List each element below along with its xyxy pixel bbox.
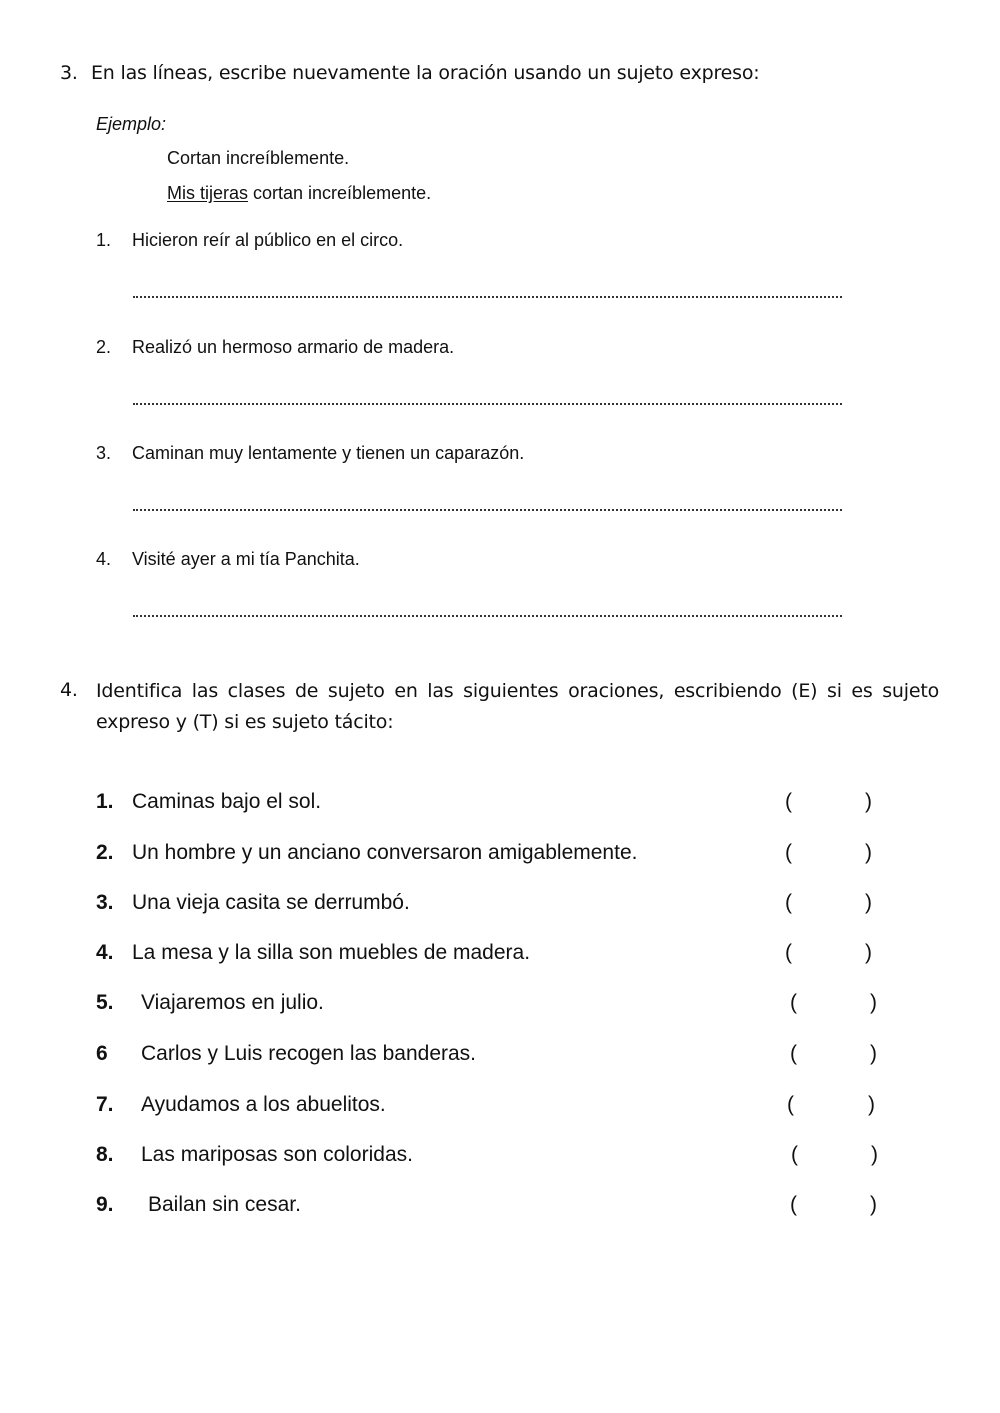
section-3-number: 3. <box>60 62 78 84</box>
answer-close-paren: ) <box>865 891 872 914</box>
item-number: 9. <box>96 1193 114 1216</box>
answer-open-paren[interactable]: ( <box>790 1042 797 1065</box>
answer-open-paren[interactable]: ( <box>790 1193 797 1216</box>
answer-close-paren: ) <box>865 841 872 864</box>
answer-open-paren[interactable]: ( <box>785 841 792 864</box>
answer-line[interactable] <box>133 295 842 298</box>
item-number: 5. <box>96 991 114 1014</box>
answer-line[interactable] <box>133 508 842 511</box>
item-sentence: Viajaremos en julio. <box>141 991 324 1014</box>
exercise-sentence: Hicieron reír al público en el circo. <box>132 230 404 250</box>
answer-line[interactable] <box>133 614 842 617</box>
item-number: 8. <box>96 1143 114 1166</box>
answer-close-paren: ) <box>870 1042 877 1065</box>
item-number: 2. <box>96 841 114 864</box>
item-sentence: La mesa y la silla son muebles de madera. <box>132 941 531 964</box>
item-sentence: Bailan sin cesar. <box>148 1193 301 1216</box>
answer-close-paren: ) <box>871 1143 878 1166</box>
item-sentence: Ayudamos a los abuelitos. <box>141 1093 386 1116</box>
answer-close-paren: ) <box>868 1093 875 1116</box>
answer-open-paren[interactable]: ( <box>787 1093 794 1116</box>
answer-open-paren[interactable]: ( <box>785 891 792 914</box>
exercise-sentence: Realizó un hermoso armario de madera. <box>132 337 455 357</box>
item-number: 1. <box>96 790 114 813</box>
example-line-1: Cortan increíblemente. <box>167 148 350 168</box>
answer-line[interactable] <box>133 402 842 405</box>
section-4-number: 4. <box>60 679 78 701</box>
section-3-instruction: En las líneas, escribe nuevamente la oración usando un sujeto expreso: <box>91 62 760 84</box>
item-sentence: Carlos y Luis recogen las banderas. <box>141 1042 477 1065</box>
answer-open-paren[interactable]: ( <box>785 941 792 964</box>
item-number: 7. <box>96 1093 114 1116</box>
example-line-2 <box>167 183 431 204</box>
example-rest: cortan increíblemente. <box>248 183 432 203</box>
example-label: Ejemplo: <box>96 114 167 134</box>
exercise-sentence: Caminan muy lentamente y tienen un caparazón. <box>132 443 525 463</box>
answer-open-paren[interactable]: ( <box>790 991 797 1014</box>
exercise-number: 2. <box>96 337 112 357</box>
answer-close-paren: ) <box>870 1193 877 1216</box>
item-sentence: Las mariposas son coloridas. <box>141 1143 413 1166</box>
answer-close-paren: ) <box>870 991 877 1014</box>
item-sentence: Un hombre y un anciano conversaron amigablemente. <box>132 841 638 864</box>
answer-open-paren[interactable]: ( <box>785 790 792 813</box>
section-4-instruction: Identifica las clases de sujeto en las siguientes oraciones, escribiendo (E) si es sujeto expreso y (T) si es sujeto tácito: <box>96 680 939 733</box>
example-subject: Mis tijeras <box>167 183 249 203</box>
exercise-number: 1. <box>96 230 112 250</box>
item-number: 6 <box>96 1042 108 1065</box>
exercise-sentence: Visité ayer a mi tía Panchita. <box>132 549 360 569</box>
item-number: 4. <box>96 941 114 964</box>
answer-open-paren[interactable]: ( <box>791 1143 798 1166</box>
answer-close-paren: ) <box>865 790 872 813</box>
item-number: 3. <box>96 891 114 914</box>
exercise-number: 4. <box>96 549 112 569</box>
answer-close-paren: ) <box>865 941 872 964</box>
exercise-number: 3. <box>96 443 112 463</box>
item-sentence: Una vieja casita se derrumbó. <box>132 891 410 914</box>
item-sentence: Caminas bajo el sol. <box>132 790 322 813</box>
